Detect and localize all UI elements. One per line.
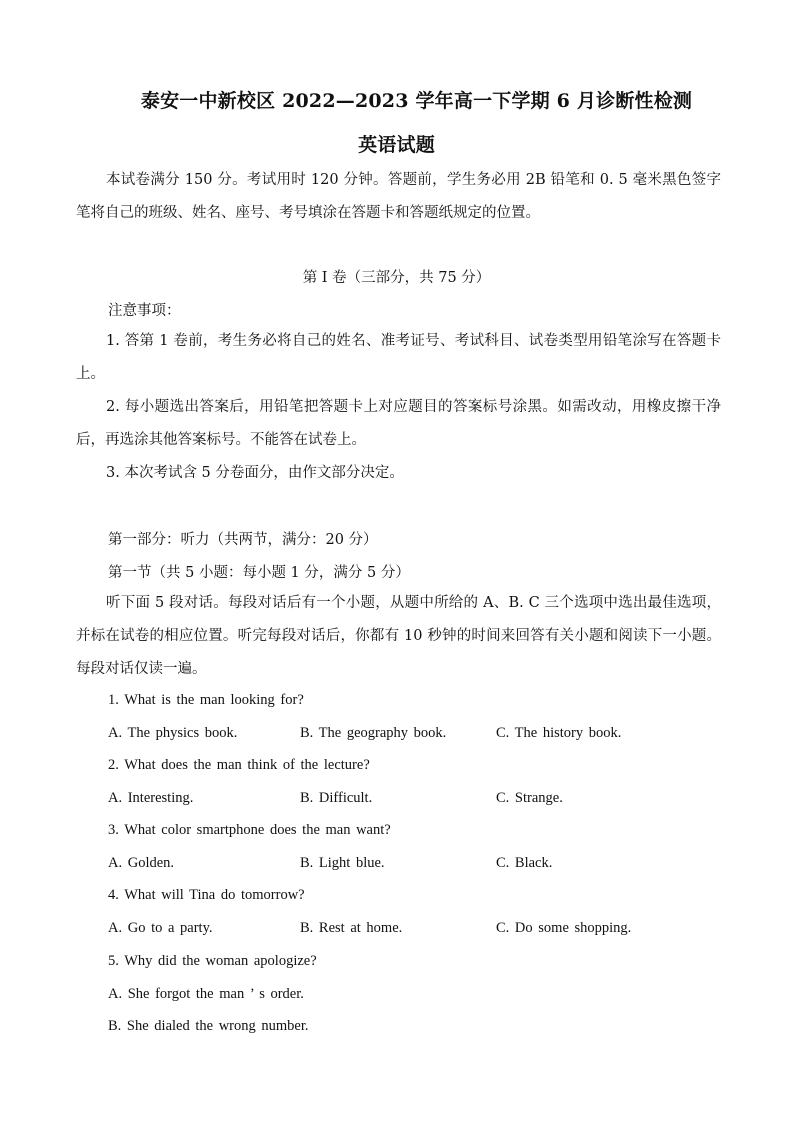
q4-option-a: A. Go to a party. [108, 920, 213, 936]
q4-option-b: B. Rest at home. [300, 920, 403, 936]
q3-option-c: C. Black. [496, 855, 553, 871]
note-item-2: 2. 每小题选出答案后，用铅笔把答题卡上对应题目的答案标号涂黑。如需改动，用橡皮擦干净后，再选涂其他答案标号。不能答在试卷上。 [76, 399, 721, 448]
part1-heading: 第一部分：听力（共两节，满分：20 分） [108, 532, 378, 548]
q1-option-c: C. The history book. [496, 725, 622, 741]
listening-instructions: 听下面 5 段对话。每段对话后有一个小题，从题中所给的 A、B. C 三个选项中选出最佳选项，并标在试卷的相应位置。听完每段对话后，你都有 10 秒钟的时间来回答有关小题和阅读下一小题。每段对话仅读一遍。 [76, 595, 721, 677]
exam-subtitle: 英语试题 [358, 134, 435, 156]
intro-paragraph: 本试卷满分 150 分。考试用时 120 分钟。答题前，学生务必用 2B 铅笔和 0. 5 毫米黑色签字笔将自己的班级、姓名、座号、考号填涂在答题卡和答题纸规定的位置。 [76, 172, 721, 221]
question-2: 2. What does the man think of the lecture? [108, 757, 370, 773]
q1-option-b: B. The geography book. [300, 725, 447, 741]
q3-option-a: A. Golden. [108, 855, 175, 871]
q2-option-a: A. Interesting. [108, 790, 194, 806]
q2-option-c: C. Strange. [496, 790, 563, 806]
question-5: 5. Why did the woman apologize? [108, 953, 317, 969]
note-item-3: 3. 本次考试含 5 分卷面分，由作文部分决定。 [106, 465, 404, 481]
q3-option-b: B. Light blue. [300, 855, 385, 871]
exam-title: 泰安一中新校区 2022—2023 学年高一下学期 6 月诊断性检测 [140, 90, 693, 112]
question-3: 3. What color smartphone does the man want? [108, 822, 391, 838]
question-4: 4. What will Tina do tomorrow? [108, 887, 305, 903]
q5-option-a: A. She forgot the man ’ s order. [108, 986, 304, 1002]
question-1: 1. What is the man looking for? [108, 692, 304, 708]
q5-option-b: B. She dialed the wrong number. [108, 1018, 309, 1034]
q4-option-c: C. Do some shopping. [496, 920, 632, 936]
note-item-1: 1. 答第 1 卷前，考生务必将自己的姓名、准考证号、考试科目、试卷类型用铅笔涂写在答题卡上。 [76, 333, 721, 382]
notes-heading: 注意事项： [108, 303, 181, 319]
q1-option-a: A. The physics book. [108, 725, 238, 741]
volume-title: 第 I 卷（三部分，共 75 分） [302, 270, 491, 286]
q2-option-b: B. Difficult. [300, 790, 373, 806]
section1-heading: 第一节（共 5 小题：每小题 1 分，满分 5 分） [108, 565, 410, 581]
